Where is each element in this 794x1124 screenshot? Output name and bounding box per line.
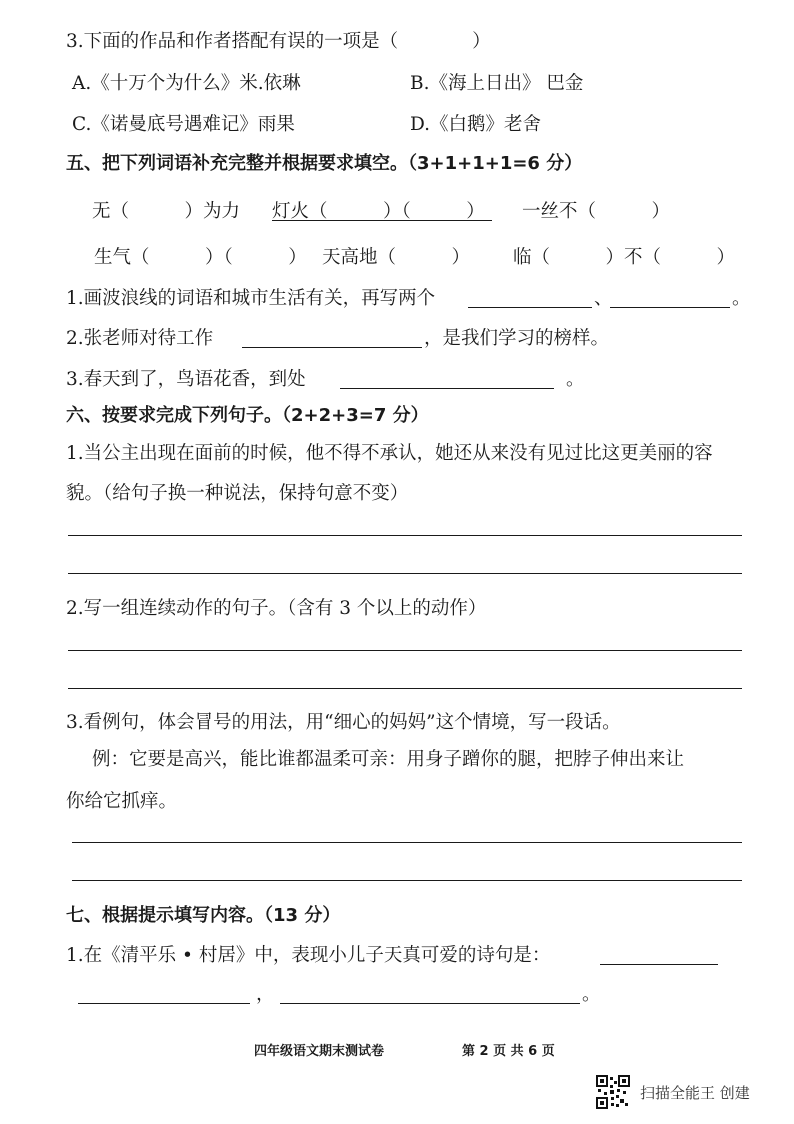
answer-line[interactable] [242,347,422,348]
writing-line[interactable] [68,688,742,689]
sec6-q1-line1: 1.当公主出现在面前的时候，他不得不承认，她还从来没有见过比这更美丽的容 [66,443,713,464]
answer-line[interactable] [468,307,592,308]
sec5-q1-text: 1.画波浪线的词语和城市生活有关，再写两个 [66,288,436,309]
word-blank-5: 天高地（ ） [322,247,471,268]
sec6-q2-text: 2.写一组连续动作的句子。（含有 3 个以上的动作） [66,598,487,619]
scanner-watermark: 扫描全能王 创建 [640,1084,750,1102]
answer-line[interactable] [600,964,718,965]
word-blank-2: 灯火（ ）（ ） [272,201,485,222]
sec5-q3-end: 。 [566,369,585,390]
section-5-heading: 五、把下列词语补充完整并根据要求填空。（3+1+1+1=6 分） [66,153,583,174]
sec5-q3-text: 3.春天到了，鸟语花香，到处 [66,369,306,390]
sec5-q2-text-end: ，是我们学习的榜样。 [424,328,610,349]
word-blank-4: 生气（ ）（ ） [94,247,307,268]
sec6-q1-line2: 貌。（给句子换一种说法，保持句意不变） [66,483,409,504]
answer-line[interactable] [340,388,554,389]
section-6-heading: 六、按要求完成下列句子。（2+2+3=7 分） [66,405,429,426]
footer-exam-title: 四年级语文期末测试卷 [254,1044,385,1059]
q3-option-c: C.《诺曼底号遇难记》雨果 [72,114,295,135]
answer-line[interactable] [78,1003,250,1004]
answer-line[interactable] [610,307,730,308]
q3-option-d: D.《白鹅》老舍 [410,114,542,135]
q3-stem: 3.下面的作品和作者搭配有误的一项是（ ） [66,31,491,52]
wavy-underline [272,220,492,221]
sec5-q1-end: 。 [732,288,751,309]
sec7-end: 。 [582,984,601,1005]
word-blank-1: 无（ ）为力 [92,201,241,222]
section-7-heading: 七、根据提示填写内容。（13 分） [66,905,341,926]
sec6-q3-text: 3.看例句，体会冒号的用法，用“细心的妈妈”这个情境，写一段话。 [66,712,621,733]
sec5-q2-text: 2.张老师对待工作 [66,328,214,349]
q3-option-a: A.《十万个为什么》米.依琳 [72,73,301,94]
answer-line[interactable] [280,1003,580,1004]
writing-line[interactable] [72,880,742,881]
qr-code-icon [596,1075,630,1109]
writing-line[interactable] [72,842,742,843]
word-blank-3: 一丝不（ ） [522,201,671,222]
sec7-comma: ， [256,984,275,1005]
sec5-q1-separator: 、 [594,288,613,309]
writing-line[interactable] [68,573,742,574]
sec6-example-line1: 例：它要是高兴，能比谁都温柔可亲：用身子蹭你的腿，把脖子伸出来让 [92,749,685,770]
writing-line[interactable] [68,650,742,651]
footer-page-number: 第 2 页 共 6 页 [462,1044,555,1059]
sec7-q1-text: 1.在《清平乐 • 村居》中，表现小儿子天真可爱的诗句是： [66,945,551,966]
sec6-example-line2: 你给它抓痒。 [66,791,178,812]
q3-option-b: B.《海上日出》 巴金 [410,73,584,94]
word-blank-6: 临（ ）不（ ） [513,247,736,268]
writing-line[interactable] [68,535,742,536]
